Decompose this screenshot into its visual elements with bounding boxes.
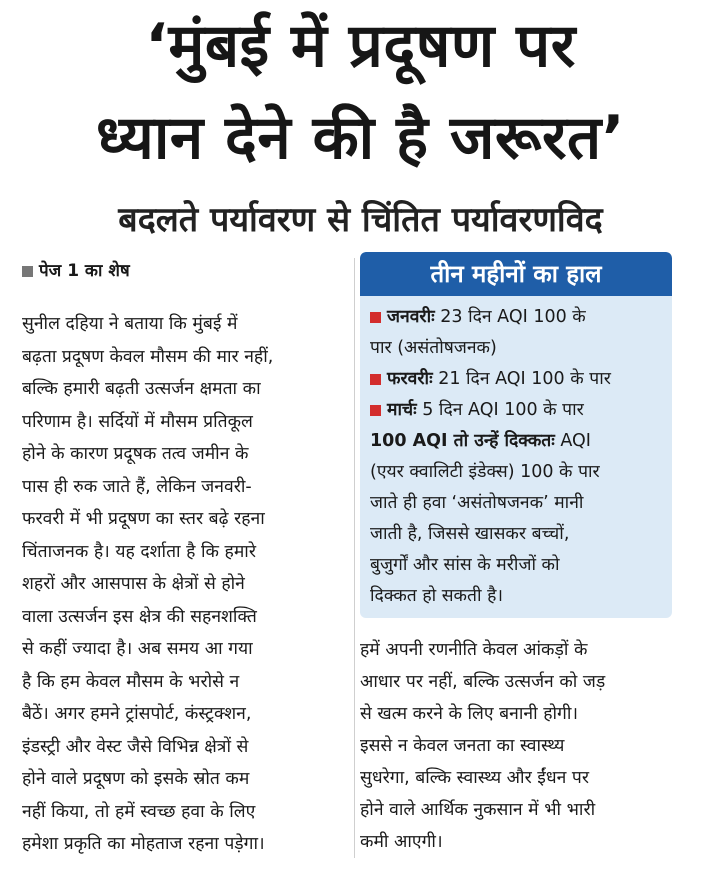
- info-box: [360, 252, 672, 618]
- article-line: हमें अपनी रणनीति केवल आंकड़ों के: [360, 640, 588, 660]
- article-line: होने वाले आर्थिक नुकसान में भी भारी: [360, 800, 596, 820]
- february-label: फरवरीः: [387, 369, 433, 389]
- left-column-article: [22, 308, 342, 861]
- article-line: होने के कारण प्रदूषक तत्व जमीन के: [22, 444, 249, 464]
- article-line: इंडस्ट्री और वेस्ट जैसे विभिन्न क्षेत्रों से: [22, 736, 249, 757]
- article-line: शहरों और आसपास के क्षेत्रों से होने: [22, 574, 245, 594]
- note-text-line: बुजुर्गों और सांस के मरीजों को: [370, 555, 560, 575]
- info-box-title: तीन महीनों का हाल: [360, 252, 672, 296]
- section-tag: [22, 258, 130, 281]
- january-label: जनवरीः: [387, 307, 435, 327]
- article-line: परिणाम है। सर्दियों में मौसम प्रतिकूल: [22, 411, 253, 432]
- headline-line-2: ध्यान देने की है जरूरत’: [95, 103, 626, 173]
- square-bullet-icon: [22, 266, 33, 277]
- article-line: कमी आएगी।: [360, 832, 443, 852]
- note-text-line: (एयर क्वालिटी इंडेक्स) 100 के पार: [370, 462, 600, 482]
- subheadline: बदलते पर्यावरण से चिंतित पर्यावरणविद: [118, 200, 603, 240]
- note-text-line: जाती है, जिससे खासकर बच्चों,: [370, 524, 570, 544]
- january-text: 23 दिन AQI 100 के: [440, 307, 586, 327]
- march-label: मार्चः: [387, 400, 417, 420]
- article-line: है कि हम केवल मौसम के भरोसे न: [22, 671, 240, 692]
- note-text-line: दिक्कत हो सकती है।: [370, 586, 503, 606]
- article-line: फरवरी में भी प्रदूषण का स्तर बढ़े रहना: [22, 509, 265, 529]
- article-line: बल्कि हमारी बढ़ती उत्सर्जन क्षमता का: [22, 379, 261, 399]
- note-text: AQI: [560, 431, 591, 451]
- article-line: चिंताजनक है। यह दर्शाता है कि हमारे: [22, 541, 256, 562]
- note-item: [370, 426, 662, 457]
- headline-line-1: ‘मुंबई में प्रदूषण पर: [145, 11, 576, 81]
- article-line: से खत्म करने के लिए बनानी होगी।: [360, 704, 579, 724]
- article-line: आधार पर नहीं, बल्कि उत्सर्जन को जड़: [360, 672, 606, 692]
- article-line: होने वाले प्रदूषण को इसके स्रोत कम: [22, 769, 250, 789]
- red-square-bullet-icon: [370, 312, 381, 323]
- article-line: बैठें। अगर हमने ट्रांसपोर्ट, कंस्ट्रक्शन,: [22, 704, 252, 724]
- january-item: [370, 302, 662, 333]
- article-line: सुधरेगा, बल्कि स्वास्थ्य और ईंधन पर: [360, 768, 590, 788]
- march-text: 5 दिन AQI 100 के पार: [422, 400, 584, 420]
- article-line: बढ़ता प्रदूषण केवल मौसम की मार नहीं,: [22, 346, 274, 367]
- article-line: इससे न केवल जनता का स्वास्थ्य: [360, 736, 565, 756]
- article-line: नहीं किया, तो हमें स्वच्छ हवा के लिए: [22, 801, 256, 822]
- column-divider: [354, 258, 355, 858]
- note-label: 100 AQI तो उन्हें दिक्कतः: [370, 431, 555, 451]
- article-line: वाला उत्सर्जन इस क्षेत्र की सहनशक्ति: [22, 606, 257, 627]
- article-line: पास ही रुक जाते हैं, लेकिन जनवरी-: [22, 476, 252, 497]
- march-item: [370, 395, 662, 426]
- article-line: से कहीं ज्यादा है। अब समय आ गया: [22, 639, 253, 659]
- note-text-line: जाते ही हवा ‘असंतोषजनक’ मानी: [370, 493, 584, 513]
- right-column-article: [360, 634, 676, 858]
- article-line: सुनील दहिया ने बताया कि मुंबई में: [22, 314, 238, 334]
- section-tag-label: पेज 1 का शेष: [39, 261, 130, 281]
- february-item: [370, 364, 662, 395]
- red-square-bullet-icon: [370, 405, 381, 416]
- article-line: हमेशा प्रकृति का मोहताज रहना पड़ेगा।: [22, 834, 265, 854]
- red-square-bullet-icon: [370, 374, 381, 385]
- info-box-body: [360, 296, 672, 612]
- january-text-cont: पार (असंतोषजनक): [370, 338, 497, 358]
- february-text: 21 दिन AQI 100 के पार: [438, 369, 611, 389]
